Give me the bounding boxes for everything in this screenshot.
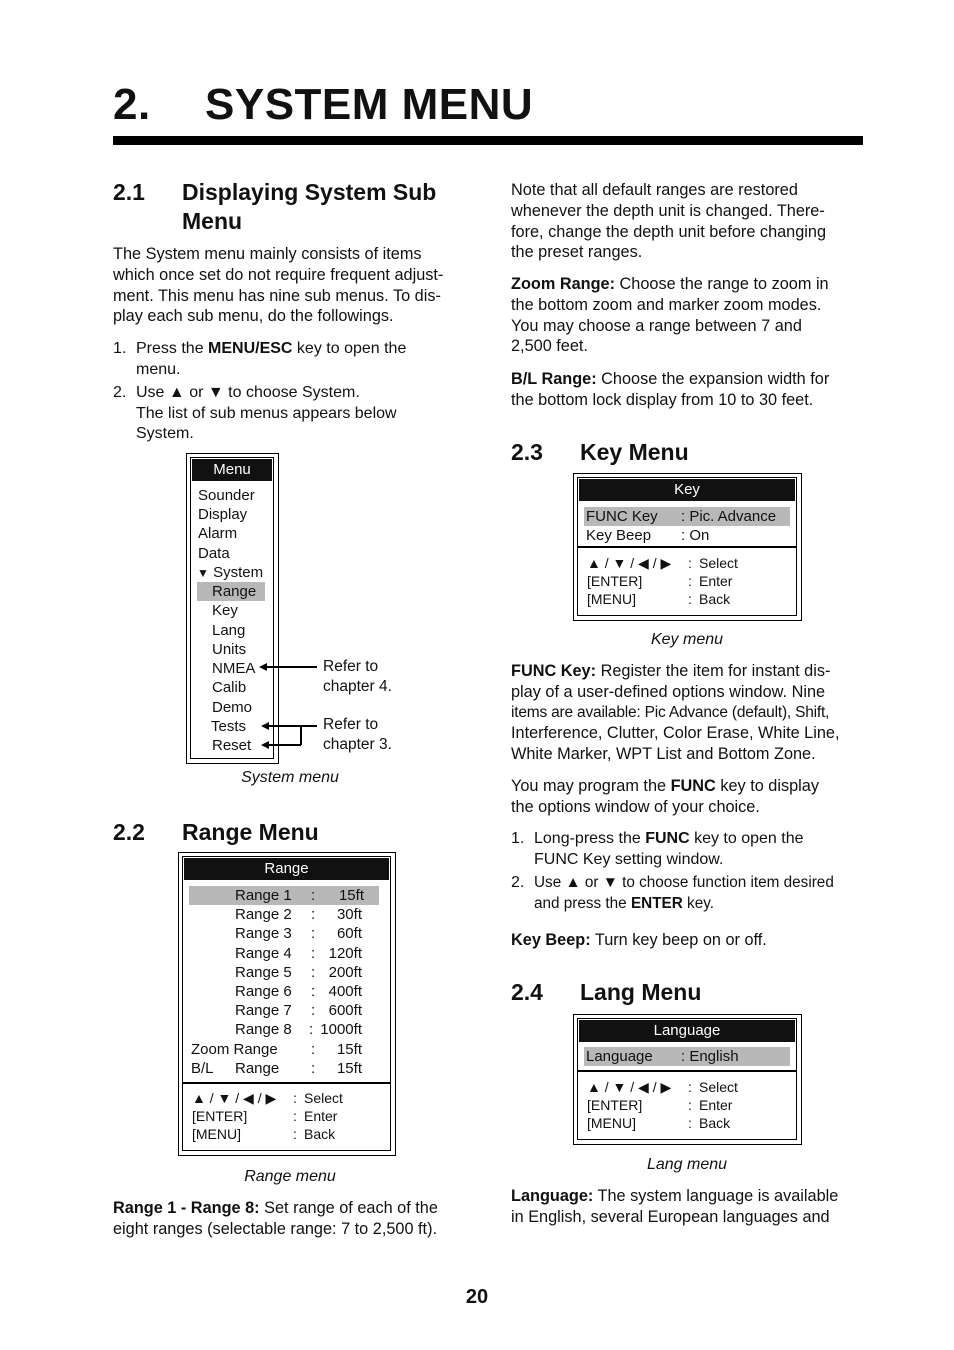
range-menu-header: Range (184, 858, 389, 880)
system-menu-header: Menu (192, 459, 272, 481)
func-key-row: FUNC Key : Pic. Advance (584, 507, 790, 526)
refer-chapter-4-note: Refer to chapter 4. (323, 658, 392, 695)
nmea-leader-line (267, 666, 317, 668)
section-2-2-heading: 2.2 Range Menu (113, 819, 319, 845)
bracket-line (300, 725, 302, 745)
reset-leader-line (269, 744, 301, 746)
menu-subitem-reset: Reset (212, 737, 252, 754)
menu-subitem-demo: Demo (212, 699, 253, 716)
range-row-4: Range 4 : 120ft (235, 945, 362, 962)
func-step-1: 1. Long-press the FUNC key to open the FUNC Key setting window. (511, 830, 804, 868)
menu-subitem-range: Range (197, 582, 265, 601)
tests-arrow-icon (261, 722, 269, 730)
language-description: Language: The system language is available in English, several European languages and (511, 1187, 839, 1226)
lang-menu-caption: Lang menu (646, 1156, 728, 1173)
page-number: 20 (465, 1286, 489, 1308)
system-menu-caption: System menu (241, 769, 339, 786)
chapter-title-text: SYSTEM MENU (205, 80, 534, 129)
key-beep-description: Key Beep: Turn key beep on or off. (511, 931, 767, 949)
range-row-1: Range 1 : 15ft (189, 886, 379, 905)
step-2: 2. Use ▲ or ▼ to choose System. The list of sub menus appears below System. (113, 384, 397, 442)
func-program-note: You may program the FUNC key to display the options window of your choice. (511, 777, 819, 816)
up-arrow-icon: ▲ (168, 384, 185, 401)
menu-item-system: ▼ System (197, 564, 264, 581)
chapter-title (113, 80, 533, 130)
key-legend-enter: [ENTER] : Enter (587, 573, 733, 589)
menu-item-alarm: Alarm (198, 525, 238, 542)
zoom-range-row: Zoom Range : 15ft (191, 1041, 362, 1058)
arrow-keys-icon: ▲ / ▼ / ◀ / ▶ (192, 1090, 277, 1106)
range-row-6: Range 6 : 400ft (235, 983, 362, 1000)
system-menu-diagram (186, 453, 279, 764)
chapter-rule (113, 136, 863, 145)
menu-item-data: Data (198, 545, 230, 562)
menu-item-display: Display (198, 506, 248, 523)
language-row: Language : English (584, 1047, 790, 1066)
menu-subitem-key: Key (212, 602, 238, 619)
menu-subitem-calib: Calib (212, 679, 247, 696)
reset-arrow-icon (261, 741, 269, 749)
arrow-keys-icon: ▲ / ▼ / ◀ / ▶ (587, 555, 672, 571)
section-2-1-intro: The System menu mainly consists of items which once set do not require frequent adjust- ment. This menu has nine sub menus. To dis- play each sub menu, do the followings. (113, 245, 444, 326)
key-beep-row: Key Beep : On (586, 527, 710, 544)
range-menu-caption: Range menu (244, 1168, 336, 1185)
down-arrow-icon: ▼ (602, 874, 618, 891)
nmea-arrow-icon (259, 663, 267, 671)
range-menu-diagram (178, 852, 396, 1156)
key-menu-caption: Key menu (650, 631, 724, 648)
range-row-8: Range 8 : 1000ft (235, 1021, 362, 1038)
range-row-3: Range 3 : 60ft (235, 925, 362, 942)
chapter-number: 2. (113, 80, 151, 129)
func-step-2: 2. Use ▲ or ▼ to choose function item desired and press the ENTER key. (511, 874, 834, 912)
step-1: 1. Press the MENU/ESC key to open the menu. (113, 340, 407, 378)
section-2-3-heading: 2.3 Key Menu (511, 439, 689, 465)
default-ranges-note: Note that all default ranges are restored whenever the depth unit is changed. There- fore, change the depth unit before changing the preset ranges. (511, 181, 827, 262)
bl-range-row: B/L Range : 15ft (191, 1060, 362, 1077)
range-row-2: Range 2 : 30ft (235, 906, 362, 923)
down-arrow-icon: ▼ (207, 384, 224, 401)
expand-triangle-icon: ▼ (197, 566, 209, 580)
key-legend-back: [MENU] : Back (587, 591, 731, 607)
up-arrow-icon: ▲ (565, 874, 581, 891)
section-2-1-heading (113, 178, 493, 238)
range-row-5: Range 5 : 200ft (235, 964, 362, 981)
menu-subitem-nmea: NMEA (212, 660, 256, 677)
section-title: Displaying System Sub Menu (182, 179, 437, 234)
key-menu-header: Key (579, 479, 795, 501)
key-legend-select: ▲ / ▼ / ◀ / ▶ : Select (192, 1090, 343, 1106)
menu-esc-key: MENU/ESC (208, 340, 293, 357)
range-row-7: Range 7 : 600ft (235, 1002, 362, 1019)
menu-subitem-lang: Lang (212, 622, 246, 639)
key-legend-back: [MENU] : Back (192, 1126, 336, 1142)
lang-menu-header: Language (579, 1020, 795, 1042)
section-2-4-heading: 2.4 Lang Menu (511, 979, 702, 1005)
key-legend-enter: [ENTER] : Enter (587, 1097, 733, 1113)
key-legend-enter: [ENTER] : Enter (192, 1108, 338, 1124)
menu-subitem-tests: Tests (211, 718, 247, 735)
lang-menu-diagram (573, 1014, 802, 1145)
key-legend-select: ▲ / ▼ / ◀ / ▶ : Select (587, 1079, 738, 1095)
range-description: Range 1 - Range 8: Set range of each of the eight ranges (selectable range: 7 to 2,500 ft). (113, 1199, 438, 1238)
bl-range-description: B/L Range: Choose the expansion width for the bottom lock display from 10 to 30 feet. (511, 370, 830, 409)
key-legend-select: ▲ / ▼ / ◀ / ▶ : Select (587, 555, 738, 571)
menu-subitem-units: Units (212, 641, 247, 658)
zoom-range-description: Zoom Range: Choose the range to zoom in the bottom zoom and marker zoom modes. You may choose a range between 7 and 2,500 feet. (511, 275, 829, 356)
menu-item-sounder: Sounder (198, 487, 255, 504)
func-key-description: FUNC Key: Register the item for instant dis- play of a user-defined options window. Nine items are available: Pic Advance (default), Shift, Interference, Clutter, Color Erase, White Line, White Marker, WPT List and Bottom Zone. (511, 662, 840, 764)
refer-chapter-3-note: Refer to chapter 3. (323, 716, 392, 753)
key-menu-diagram (573, 473, 802, 621)
arrow-keys-icon: ▲ / ▼ / ◀ / ▶ (587, 1079, 672, 1095)
section-number: 2.1 (113, 179, 145, 205)
key-legend-back: [MENU] : Back (587, 1115, 731, 1131)
tests-leader-line (269, 725, 317, 727)
